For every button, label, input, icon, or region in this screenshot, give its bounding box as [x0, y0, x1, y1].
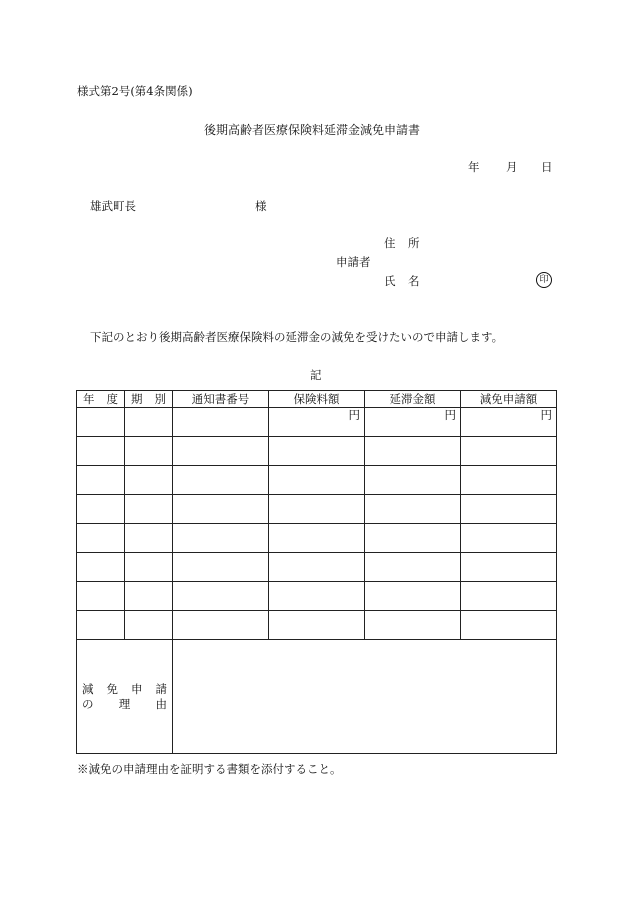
header-installment-char-1: 期 — [131, 392, 143, 406]
name-label-char-2: 名 — [408, 274, 420, 288]
reason-char: 申 — [131, 681, 143, 696]
installment-cell[interactable] — [125, 524, 173, 553]
notice-number-cell[interactable] — [173, 553, 269, 582]
table-row — [77, 408, 557, 437]
fiscal-year-cell[interactable] — [77, 437, 125, 466]
reason-char: 請 — [155, 681, 167, 696]
notice-number-cell[interactable] — [173, 437, 269, 466]
header-premium-amount: 保険料額 — [269, 391, 365, 408]
premium-cell[interactable] — [269, 553, 365, 582]
fiscal-year-cell[interactable] — [77, 582, 125, 611]
table-header-row — [77, 391, 557, 408]
premium-cell[interactable] — [269, 495, 365, 524]
late-fee-cell[interactable] — [365, 437, 461, 466]
late-fee-cell[interactable] — [365, 611, 461, 640]
notice-number-cell[interactable] — [173, 408, 269, 437]
late-fee-cell[interactable] — [365, 553, 461, 582]
reduction-cell[interactable] — [461, 582, 557, 611]
fiscal-year-cell[interactable] — [77, 466, 125, 495]
reduction-cell[interactable] — [461, 466, 557, 495]
reduction-cell[interactable] — [461, 524, 557, 553]
address-label-char-1: 住 — [384, 236, 396, 250]
header-fiscal-year-char-1: 年 — [83, 392, 95, 406]
installment-cell[interactable] — [125, 408, 173, 437]
notice-number-cell[interactable] — [173, 495, 269, 524]
header-late-fee-amount: 延滞金額 — [365, 391, 461, 408]
premium-cell[interactable] — [269, 582, 365, 611]
reason-char: 理 — [118, 696, 131, 711]
address-label-char-2: 所 — [408, 236, 420, 250]
installment-cell[interactable] — [125, 495, 173, 524]
reason-input-area[interactable] — [173, 640, 557, 754]
late-fee-cell[interactable]: 円 — [365, 408, 461, 437]
form-title: 後期高齢者医療保険料延滞金減免申請書 — [204, 123, 421, 137]
header-reduction-amount: 減免申請額 — [461, 391, 557, 408]
reason-label-line-1 — [82, 682, 167, 697]
header-installment-char-2: 別 — [154, 392, 166, 406]
notice-number-cell[interactable] — [173, 466, 269, 495]
fiscal-year-cell[interactable] — [77, 495, 125, 524]
fiscal-year-cell[interactable] — [77, 408, 125, 437]
header-fiscal-year — [77, 391, 125, 408]
header-notice-number: 通知書番号 — [173, 391, 269, 408]
table-row — [77, 466, 557, 495]
installment-cell[interactable] — [125, 582, 173, 611]
reason-row — [77, 640, 557, 754]
fiscal-year-cell[interactable] — [77, 553, 125, 582]
premium-cell[interactable] — [269, 611, 365, 640]
reason-label — [77, 640, 173, 754]
table-row — [77, 611, 557, 640]
reduction-cell[interactable]: 円 — [461, 408, 557, 437]
late-fee-cell[interactable] — [365, 495, 461, 524]
table-row — [77, 495, 557, 524]
fiscal-year-cell[interactable] — [77, 611, 125, 640]
reason-char: の — [82, 696, 94, 711]
applicant-label: 申請者 — [336, 255, 371, 269]
date-day-label: 日 — [541, 160, 553, 174]
late-fee-cell[interactable] — [365, 466, 461, 495]
reduction-cell[interactable] — [461, 611, 557, 640]
form-number: 様式第2号(第4条関係) — [77, 84, 193, 98]
table-row — [77, 553, 557, 582]
table-row — [77, 524, 557, 553]
addressee: 雄武町長 — [90, 199, 136, 213]
request-statement: 下記のとおり後期高齢者医療保険料の延滞金の減免を受けたいので申請します。 — [90, 330, 504, 344]
notice-number-cell[interactable] — [173, 582, 269, 611]
name-label-char-1: 氏 — [384, 274, 396, 288]
reason-char: 減 — [82, 681, 94, 696]
table-row — [77, 582, 557, 611]
premium-cell[interactable] — [269, 524, 365, 553]
date-year-label: 年 — [468, 160, 480, 174]
reason-char: 免 — [106, 681, 118, 696]
ki-heading: 記 — [310, 368, 322, 382]
premium-cell[interactable]: 円 — [269, 408, 365, 437]
header-installment — [125, 391, 173, 408]
premium-cell[interactable] — [269, 437, 365, 466]
installment-cell[interactable] — [125, 611, 173, 640]
honorific: 様 — [255, 199, 267, 213]
reduction-cell[interactable] — [461, 437, 557, 466]
reduction-cell[interactable] — [461, 495, 557, 524]
premium-cell[interactable] — [269, 466, 365, 495]
date-month-label: 月 — [506, 160, 518, 174]
installment-cell[interactable] — [125, 553, 173, 582]
late-fee-cell[interactable] — [365, 582, 461, 611]
application-table — [76, 390, 557, 754]
installment-cell[interactable] — [125, 466, 173, 495]
reduction-cell[interactable] — [461, 553, 557, 582]
notice-number-cell[interactable] — [173, 611, 269, 640]
reason-char: 由 — [155, 696, 167, 711]
reason-label-line-2 — [82, 697, 167, 712]
seal-mark: 印 — [536, 272, 552, 288]
installment-cell[interactable] — [125, 437, 173, 466]
notice-number-cell[interactable] — [173, 524, 269, 553]
header-fiscal-year-char-2: 度 — [106, 392, 118, 406]
table-row — [77, 437, 557, 466]
attachment-footnote: ※減免の申請理由を証明する書類を添付すること。 — [77, 762, 342, 776]
fiscal-year-cell[interactable] — [77, 524, 125, 553]
late-fee-cell[interactable] — [365, 524, 461, 553]
